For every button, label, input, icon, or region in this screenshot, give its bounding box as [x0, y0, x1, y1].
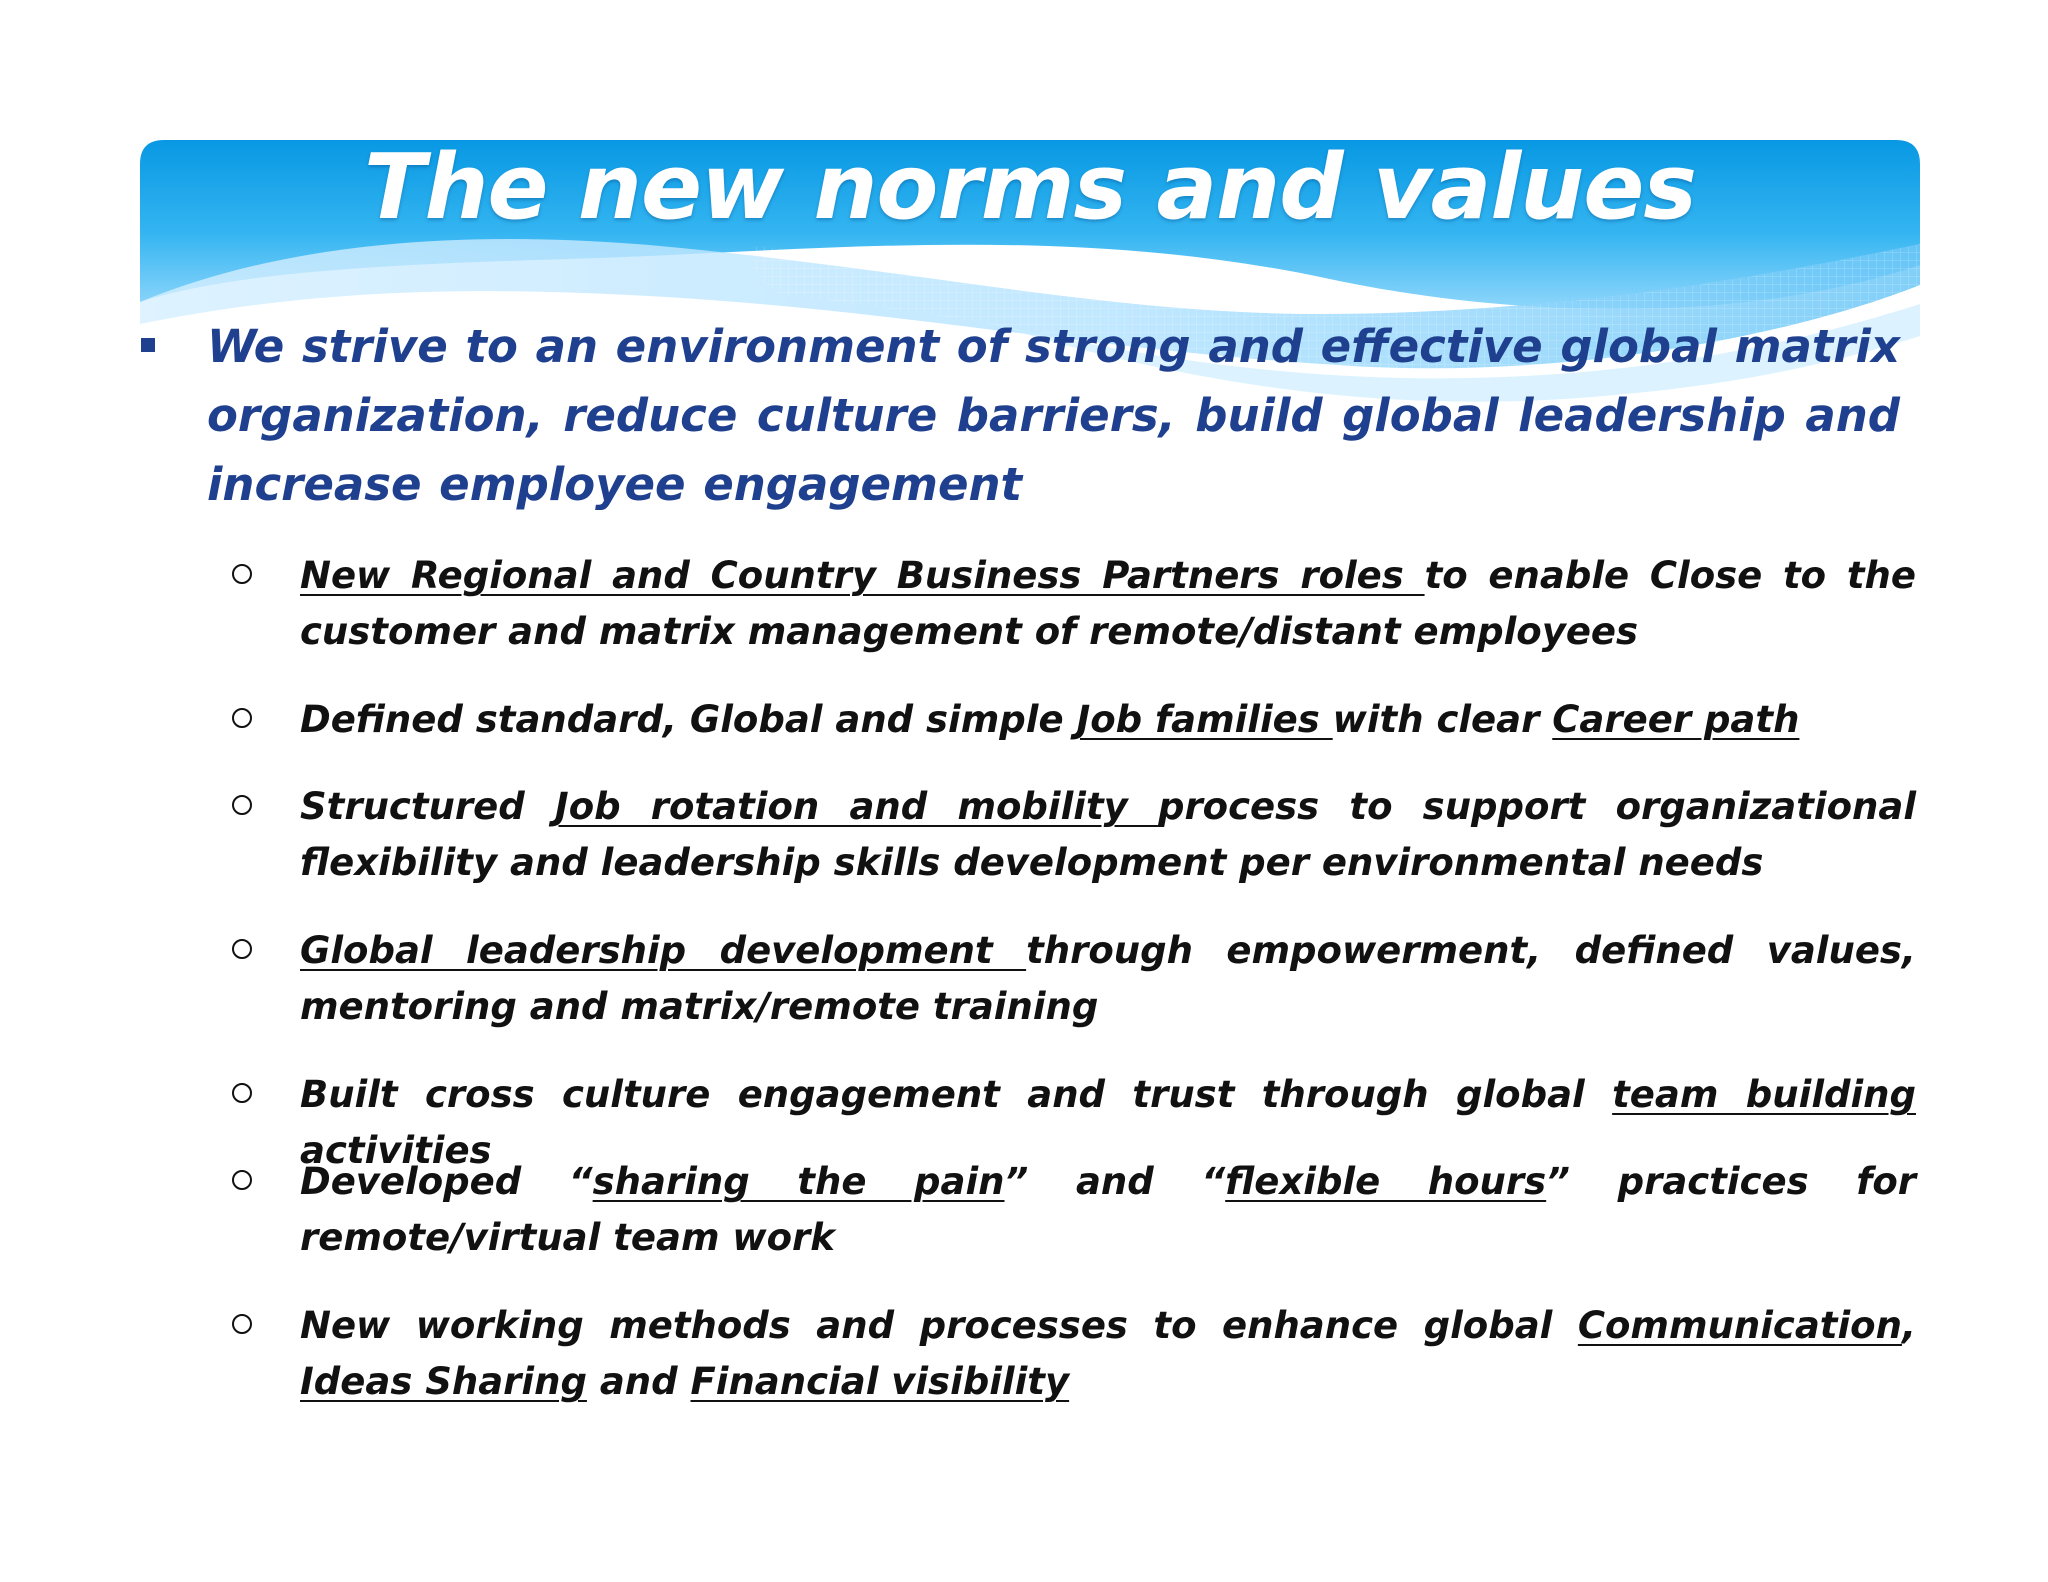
bullet-text: and — [586, 1360, 691, 1403]
bullet-text: , — [1901, 1304, 1916, 1347]
underlined-phrase: Communication — [1577, 1304, 1902, 1347]
underlined-phrase: Job rotation and mobility — [554, 785, 1158, 828]
page-title: The new norms and values — [364, 135, 1696, 240]
underlined-phrase: Job families — [1076, 698, 1333, 741]
circle-bullet-icon — [232, 1170, 252, 1190]
square-bullet-icon — [141, 338, 155, 352]
main-bullet — [141, 312, 1921, 519]
bullet-text: New working methods and processes to enhance global — [300, 1304, 1578, 1347]
main-bullet-text: We strive to an environment of strong and effective global matrix organization, reduce culture barriers, build global leadership and increase employee engagement — [207, 320, 1900, 511]
bullet-text: activities — [300, 1129, 492, 1172]
underlined-phrase: Ideas Sharing — [300, 1360, 587, 1403]
sub-bullet-item — [226, 548, 1916, 692]
bullet-text: with clear — [1332, 698, 1553, 741]
underlined-phrase: Global leadership development — [300, 929, 1027, 972]
bullet-text: Structured — [300, 785, 555, 828]
bullet-text: to enable Close to the customer and matrix management of remote/distant employees — [300, 554, 1916, 653]
bullet-text: through empowerment, defined values, mentoring and matrix/remote training — [300, 929, 1916, 1028]
underlined-phrase: New Regional and Country Business Partners roles — [300, 554, 1425, 597]
circle-bullet-icon — [232, 1083, 252, 1103]
circle-bullet-icon — [232, 795, 252, 815]
bullet-text: process to support organizational flexibility and leadership skills development per environmental needs — [300, 785, 1916, 884]
circle-bullet-icon — [232, 564, 252, 584]
sub-bullet-item — [226, 1067, 1916, 1172]
bullet-text: ” practices for remote/virtual team work — [300, 1160, 1917, 1259]
sub-bullet-item — [226, 779, 1916, 923]
circle-bullet-icon — [232, 939, 252, 959]
bullet-text: ” and “ — [1004, 1160, 1226, 1203]
sub-bullet-item — [226, 1298, 1916, 1442]
bullet-text: Developed “ — [300, 1160, 593, 1203]
sub-bullet-list — [226, 548, 1916, 1442]
sub-bullet-item — [226, 923, 1916, 1067]
underlined-phrase: team building — [1612, 1073, 1916, 1116]
bullet-text: Defined standard, Global and simple — [300, 698, 1077, 741]
circle-bullet-icon — [232, 1314, 252, 1334]
underlined-phrase: Financial visibility — [690, 1360, 1070, 1403]
circle-bullet-icon — [232, 708, 252, 728]
sub-bullet-item — [226, 1154, 1916, 1298]
underlined-phrase: Career path — [1552, 698, 1800, 741]
underlined-phrase: sharing the pain — [592, 1160, 1005, 1203]
underlined-phrase: flexible hours — [1225, 1160, 1547, 1203]
bullet-text: Built cross culture engagement and trust through global — [300, 1073, 1613, 1116]
sub-bullet-item — [226, 692, 1916, 779]
